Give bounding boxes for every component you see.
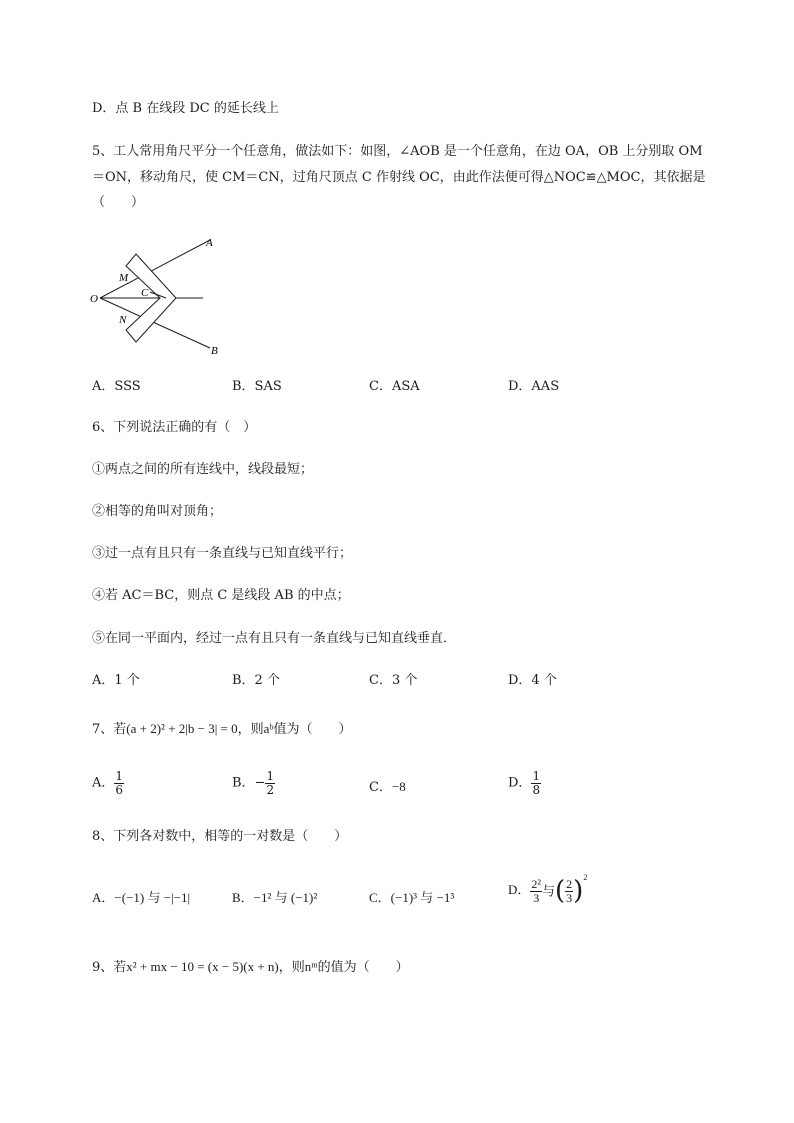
q6-statement-3: ③过一点有且只有一条直线与已知直线平行； bbox=[92, 546, 353, 561]
q5-option-a[interactable]: A．SSS bbox=[92, 379, 141, 394]
q7-option-a-fraction bbox=[114, 770, 124, 796]
q7-option-c-value: −8 bbox=[391, 779, 406, 794]
q8-option-c-expr: (−1)³ 与 −1³ bbox=[390, 890, 455, 905]
q7-option-d-label: D． bbox=[508, 775, 532, 791]
q7-option-d-num: 1 bbox=[532, 769, 541, 783]
q8-option-d-num2: 2 bbox=[566, 877, 573, 891]
q8-option-d-exponent: 2 bbox=[583, 873, 588, 882]
q7-option-d[interactable] bbox=[508, 770, 541, 796]
q7-options bbox=[92, 770, 732, 806]
q7-power: aᵇ bbox=[263, 721, 274, 736]
q9-post: 的值为（ ） bbox=[317, 960, 409, 975]
q9-expression: x² + mx − 10 = (x − 5)(x + n) bbox=[126, 959, 279, 974]
q7-post: 值为（ ） bbox=[273, 722, 352, 737]
q8-option-d-num1: 2² bbox=[531, 877, 541, 891]
q6-statement-4: ④若 AC＝BC，则点 C 是线段 AB 的中点； bbox=[92, 588, 350, 603]
q7-option-d-den: 8 bbox=[532, 782, 541, 797]
q7-option-b-fraction bbox=[265, 770, 275, 796]
q6-option-a[interactable]: A．1 个 bbox=[92, 673, 140, 688]
q7-expression: (a + 2)² + 2|b − 3| = 0 bbox=[126, 721, 238, 736]
q7-option-a[interactable] bbox=[92, 770, 124, 796]
fig-label-c: C bbox=[141, 287, 149, 299]
q6-statement-1: ①两点之间的所有连线中，线段最短； bbox=[92, 462, 314, 477]
q7-mid: ，则 bbox=[237, 722, 264, 737]
q8-stem: 8、下列各对数中，相等的一对数是（ ） bbox=[92, 829, 348, 844]
q5-option-c[interactable]: C．ASA bbox=[369, 379, 420, 394]
q7-option-a-num: 1 bbox=[115, 769, 124, 783]
fig-label-b: B bbox=[211, 345, 218, 357]
q7-option-c[interactable] bbox=[369, 780, 406, 794]
q8-option-d-den1: 3 bbox=[533, 890, 540, 905]
q8-option-d-fraction-1 bbox=[530, 878, 542, 904]
q8-option-a-expr: −(−1) 与 −|−1| bbox=[114, 890, 191, 905]
q8-option-b-expr: −1² 与 (−1)² bbox=[253, 890, 318, 905]
q7-option-b-num: 1 bbox=[266, 769, 275, 783]
q5-stem-line2: ＝ON，移动角尺，使 CM＝CN，过角尺顶点 C 作射线 OC，由此作法便可得△NOC≌△MOC，其依据是 bbox=[92, 170, 706, 185]
q7-option-b-label: B． bbox=[232, 775, 255, 791]
q8-option-d-fraction-2 bbox=[565, 878, 573, 904]
fig-label-m: M bbox=[119, 272, 129, 284]
q8-option-b[interactable] bbox=[232, 891, 317, 904]
q5-option-b[interactable]: B．SAS bbox=[232, 379, 282, 394]
angle-ruler-figure bbox=[88, 234, 228, 359]
q7-option-b[interactable] bbox=[232, 770, 275, 796]
q8-option-d-mid: 与 bbox=[542, 883, 556, 899]
q8-option-d-lparen: ( bbox=[555, 876, 566, 907]
q8-option-c-label: C． bbox=[369, 890, 391, 905]
q6-option-b[interactable]: B．2 个 bbox=[232, 673, 280, 688]
fig-label-a: A bbox=[206, 237, 213, 249]
q7-option-c-label: C． bbox=[369, 780, 392, 795]
q9-stem bbox=[92, 960, 732, 974]
q9-power: nᵐ bbox=[304, 959, 318, 974]
q8-option-a[interactable] bbox=[92, 891, 190, 904]
q7-option-a-label: A． bbox=[92, 775, 115, 791]
q7-option-a-den: 6 bbox=[115, 782, 124, 797]
q7-stem bbox=[92, 722, 732, 736]
q8-option-a-label: A． bbox=[92, 890, 115, 905]
q6-option-c[interactable]: C．3 个 bbox=[369, 673, 418, 688]
q7-option-d-fraction bbox=[531, 770, 541, 796]
q7-option-b-sign: − bbox=[254, 775, 266, 791]
q5-option-d[interactable]: D．AAS bbox=[508, 379, 560, 394]
fig-label-o: O bbox=[90, 293, 98, 305]
q8-option-d-label: D． bbox=[508, 882, 531, 898]
q7-pre: 7、若 bbox=[92, 722, 127, 737]
fig-label-n: N bbox=[119, 314, 127, 326]
q8-option-d-rparen: ) bbox=[573, 876, 584, 907]
q5-stem-line3: （ ） bbox=[92, 195, 145, 210]
q6-statement-2: ②相等的角叫对顶角； bbox=[92, 504, 223, 519]
q6-stem: 6、下列说法正确的有（ ） bbox=[92, 420, 257, 435]
q4-option-d: D．点 B 在线段 DC 的延长线上 bbox=[92, 101, 279, 116]
q8-option-b-label: B． bbox=[232, 890, 254, 905]
q6-option-d[interactable]: D．4 个 bbox=[508, 673, 557, 688]
q8-option-d[interactable] bbox=[508, 873, 588, 907]
q8-options bbox=[92, 873, 732, 920]
q9-mid: ，则 bbox=[278, 960, 305, 975]
q8-option-d-den2: 3 bbox=[566, 890, 573, 905]
q7-option-b-den: 2 bbox=[266, 782, 275, 797]
q8-option-c[interactable] bbox=[369, 891, 454, 904]
q5-stem-line1: 5、工人常用角尺平分一个任意角，做法如下：如图，∠AOB 是一个任意角，在边 OA，OB 上分别取 OM bbox=[92, 144, 703, 159]
q6-statement-5: ⑤在同一平面内，经过一点有且只有一条直线与已知直线垂直． bbox=[92, 631, 457, 646]
q9-pre: 9、若 bbox=[92, 960, 127, 975]
